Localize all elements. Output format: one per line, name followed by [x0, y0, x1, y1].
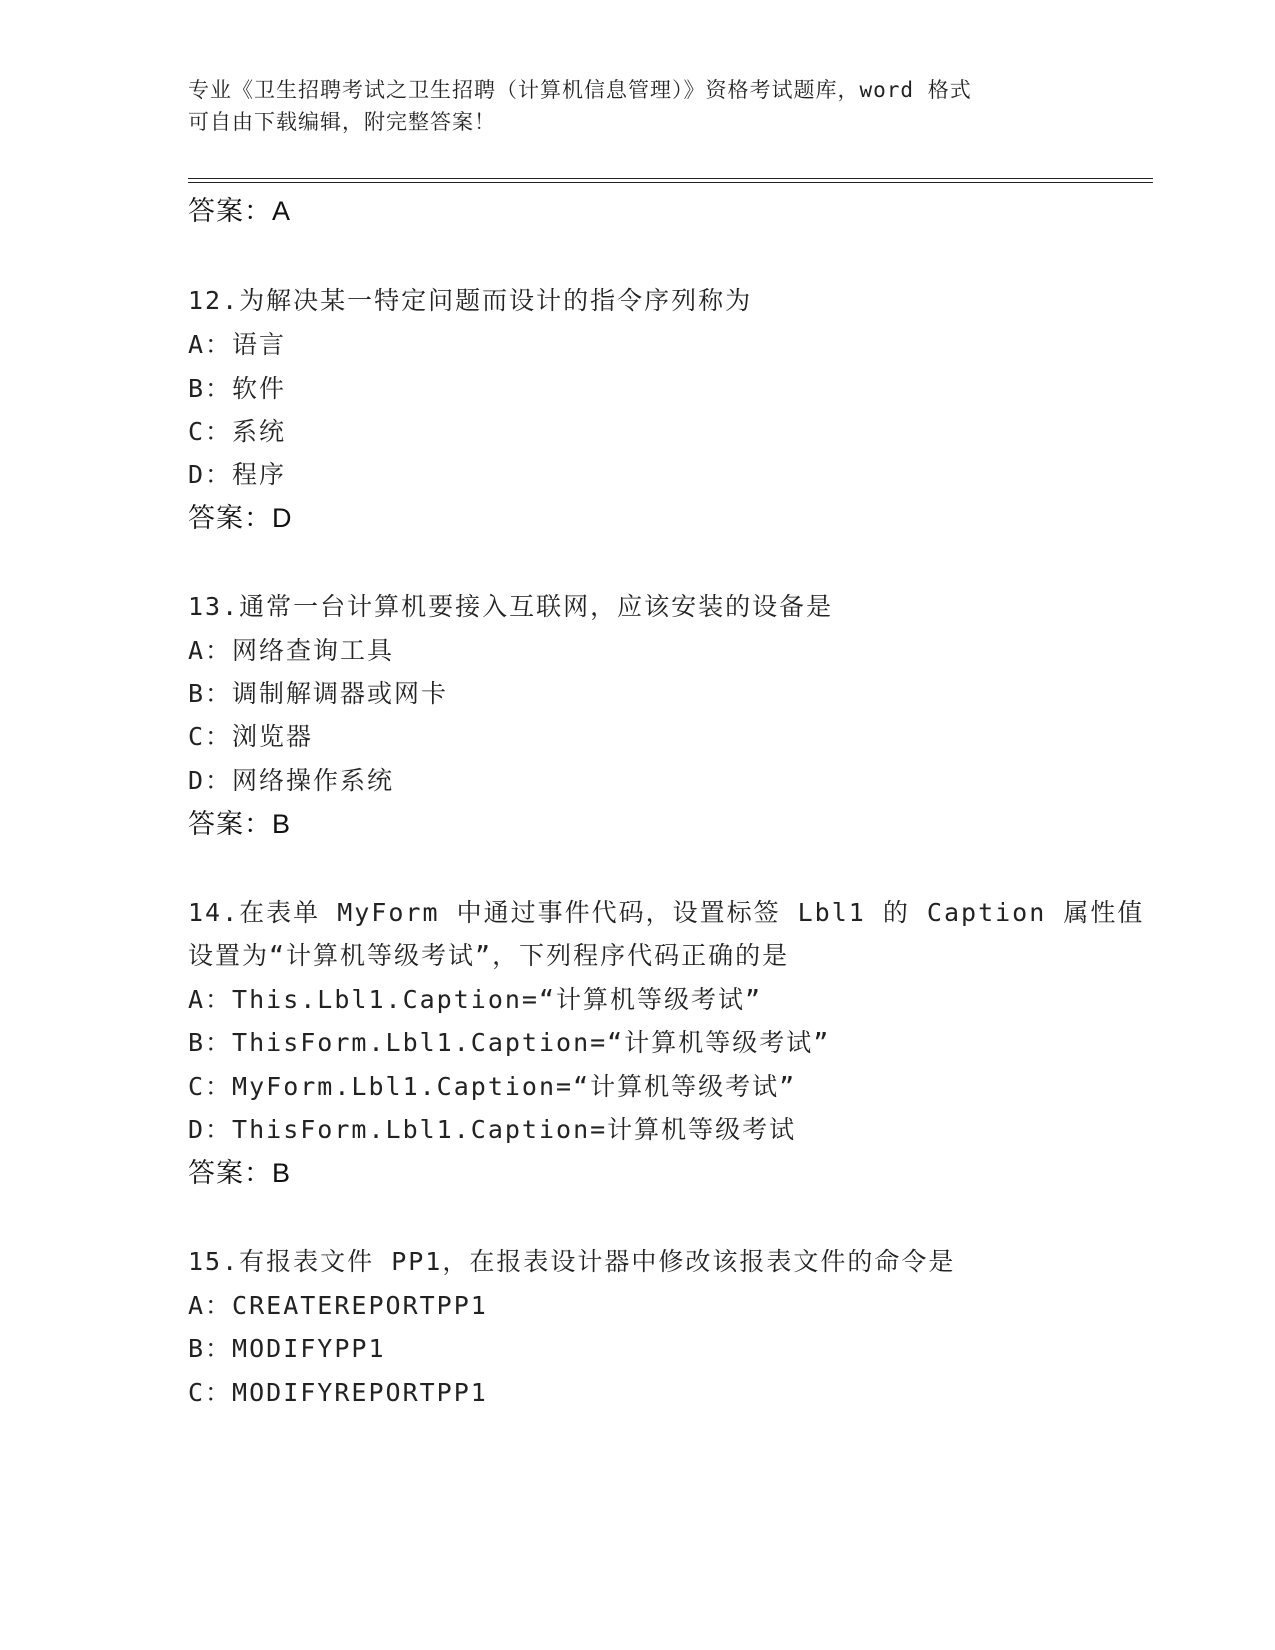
question-13-option-c: C：浏览器 [188, 722, 314, 751]
question-15-option-b: B：MODIFYPP1 [188, 1334, 386, 1363]
header-divider-top [188, 178, 1153, 179]
question-14-answer: 答案：B [188, 1158, 292, 1188]
question-14-stem-line-2: 设置为“计算机等级考试”，下列程序代码正确的是 [188, 941, 790, 970]
question-12-option-a: A：语言 [188, 330, 287, 359]
question-13-answer: 答案：B [188, 809, 292, 839]
answer-previous: 答案：A [188, 196, 292, 226]
question-14-stem-line-1: 14.在表单 MyForm 中通过事件代码，设置标签 Lbl1 的 Caption 属性值 [188, 898, 1145, 927]
question-14-option-b: B：ThisForm.Lbl1.Caption=“计算机等级考试” [188, 1028, 831, 1057]
header-line-2: 可自由下载编辑，附完整答案！ [188, 110, 496, 134]
question-13-option-d: D：网络操作系统 [188, 766, 395, 795]
question-14-option-c: C：MyForm.Lbl1.Caption=“计算机等级考试” [188, 1072, 797, 1101]
question-12-option-b: B：软件 [188, 374, 287, 403]
question-12-answer: 答案：D [188, 503, 293, 533]
question-13-option-b: B：调制解调器或网卡 [188, 679, 449, 708]
question-15-stem: 15.有报表文件 PP1，在报表设计器中修改该报表文件的命令是 [188, 1247, 956, 1276]
question-14-option-d: D：ThisForm.Lbl1.Caption=计算机等级考试 [188, 1115, 797, 1144]
question-15-option-c: C：MODIFYREPORTPP1 [188, 1378, 488, 1407]
question-12-option-d: D：程序 [188, 460, 287, 489]
document-header [188, 74, 1088, 138]
header-line-1: 专业《卫生招聘考试之卫生招聘（计算机信息管理）》资格考试题库，word 格式 [188, 78, 972, 102]
question-12-stem: 12.为解决某一特定问题而设计的指令序列称为 [188, 286, 753, 315]
question-13-stem: 13.通常一台计算机要接入互联网，应该安装的设备是 [188, 592, 834, 621]
question-14-option-a: A：This.Lbl1.Caption=“计算机等级考试” [188, 985, 763, 1014]
question-12-option-c: C：系统 [188, 417, 287, 446]
header-divider-bottom [188, 182, 1153, 183]
question-13-option-a: A：网络查询工具 [188, 636, 395, 665]
question-15-option-a: A：CREATEREPORTPP1 [188, 1291, 488, 1320]
